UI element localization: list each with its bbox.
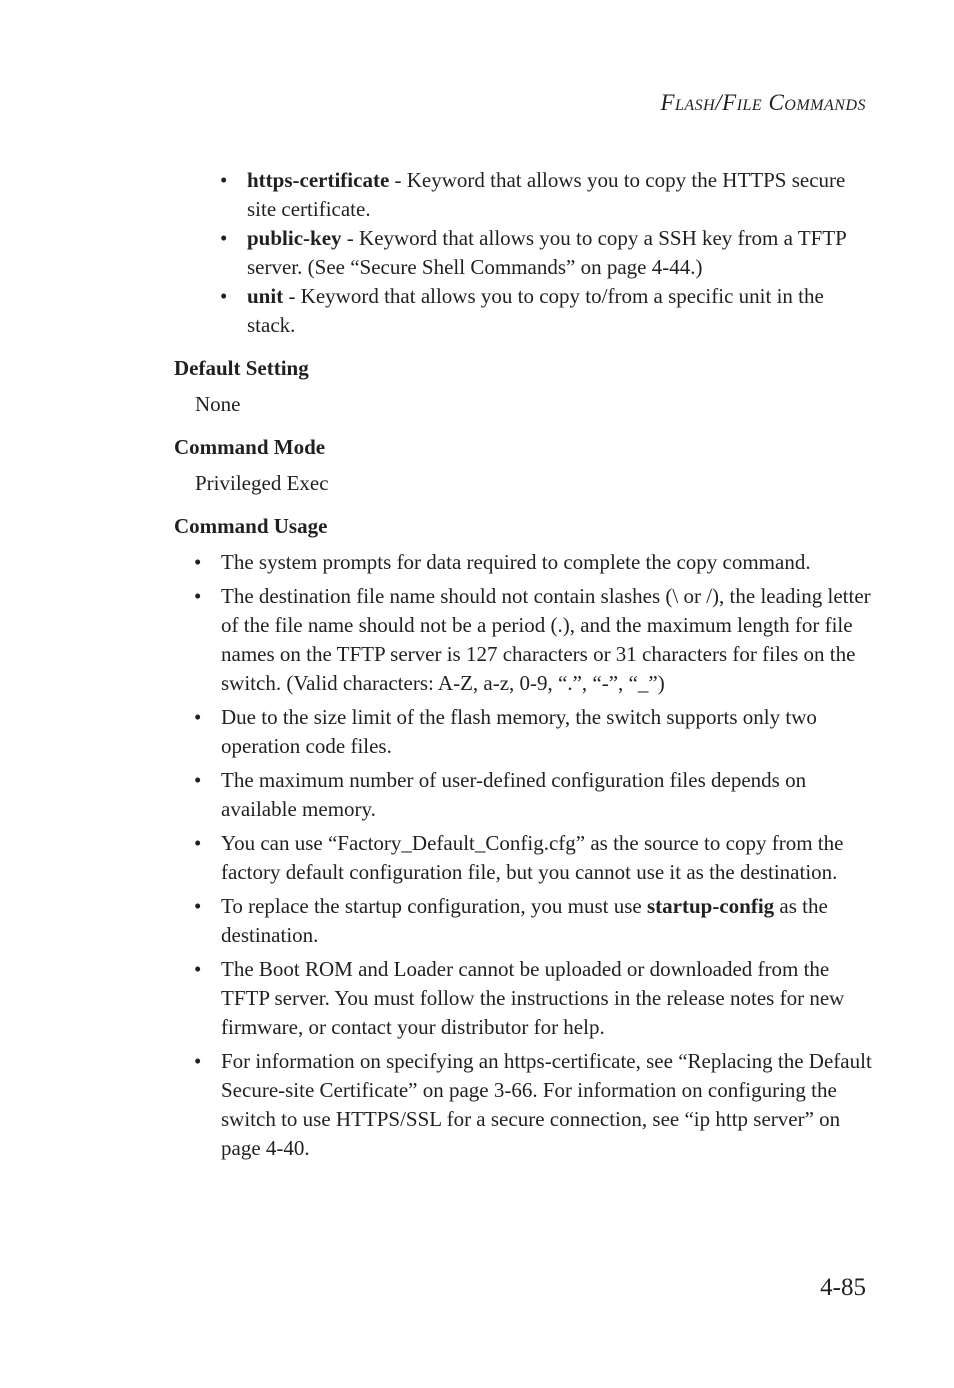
list-item: • The maximum number of user-defined configuration files depends on available memory. xyxy=(194,766,874,824)
keyword-description: - Keyword that allows you to copy the HTTPS secure site certificate. xyxy=(247,168,846,221)
list-item: • For information on specifying an https-certificate, see “Replacing the Default Secure-site Certificate” on page 3-66. For information on configuring the switch to use HTTPS/SSL for a secure connection, see “ip http server” on page 4-40. xyxy=(194,1047,874,1163)
header-part: ILE xyxy=(736,97,763,114)
keyword-list xyxy=(220,166,874,340)
default-setting-heading: Default Setting xyxy=(174,356,309,380)
header-part: F xyxy=(660,90,675,115)
default-setting-value: None xyxy=(195,392,241,416)
list-item: • The Boot ROM and Loader cannot be uploaded or downloaded from the TFTP server. You must follow the instructions in the release notes for new firmware, or contact your distributor for help. xyxy=(194,955,874,1042)
keyword-term: unit xyxy=(247,284,284,308)
list-item: • Due to the size limit of the flash memory, the switch supports only two operation code files. xyxy=(194,703,874,761)
list-item xyxy=(194,892,874,950)
header-part: /F xyxy=(715,90,737,115)
header-part: C xyxy=(762,90,785,115)
page-content xyxy=(174,166,874,1168)
keyword-description: - Keyword that allows you to copy to/from a specific unit in the stack. xyxy=(247,284,824,337)
keyword-term: public-key xyxy=(247,226,342,250)
keyword-term: https-certificate xyxy=(247,168,390,192)
list-item xyxy=(220,166,874,224)
command-usage-heading: Command Usage xyxy=(174,514,328,538)
header-part: OMMANDS xyxy=(784,97,866,114)
usage-keyword: startup-config xyxy=(647,894,775,918)
list-item: • You can use “Factory_Default_Config.cfg” as the source to copy from the factory default configuration file, but you cannot use it as the destination. xyxy=(194,829,874,887)
header-part: LASH xyxy=(675,97,716,114)
list-item xyxy=(220,282,874,340)
running-header xyxy=(660,90,866,116)
list-item xyxy=(220,224,874,282)
list-item: • The destination file name should not contain slashes (\ or /), the leading letter of the file name should not be a period (.), and the maximum length for file names on the TFTP server is 127 characters or 31 characters for files on the switch. (Valid characters: A-Z, a-z, 0-9, “.”, “-”, “_”) xyxy=(194,582,874,698)
page-number: 4-85 xyxy=(820,1274,866,1301)
usage-text: as the destination. xyxy=(221,894,828,947)
usage-text: To replace the startup configuration, you must use xyxy=(221,894,647,918)
command-mode-value: Privileged Exec xyxy=(195,471,329,495)
keyword-description: - Keyword that allows you to copy a SSH key from a TFTP server. (See “Secure Shell Commands” on page 4-44.) xyxy=(247,226,847,279)
command-usage-list xyxy=(194,548,874,1163)
list-item: • The system prompts for data required to complete the copy command. xyxy=(194,548,874,577)
command-mode-heading: Command Mode xyxy=(174,435,326,459)
